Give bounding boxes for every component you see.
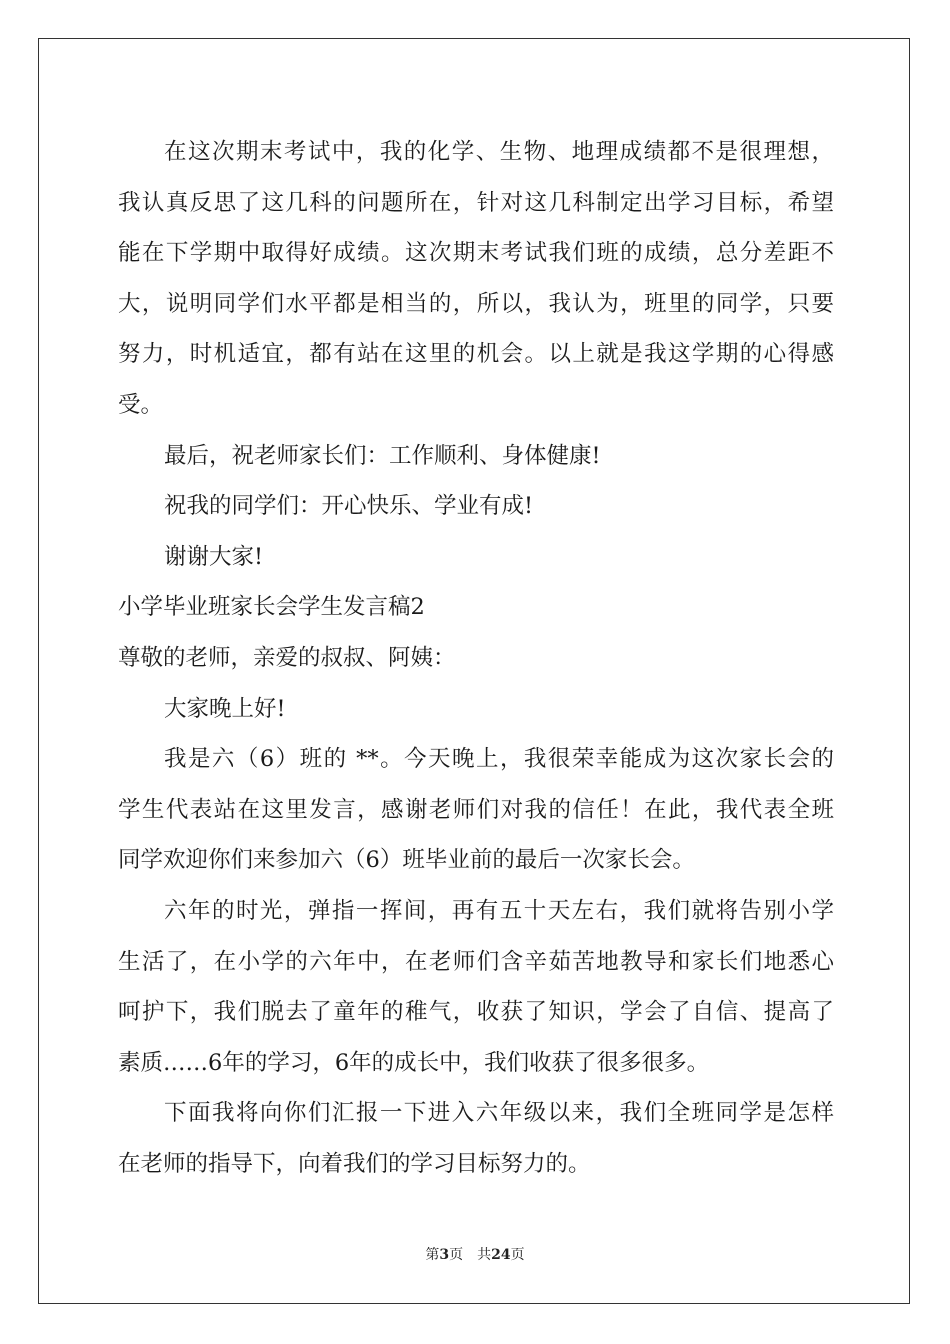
text-line: 素质……6年的学习，6年的成长中，我们收获了很多很多。 [118,1049,710,1076]
text-line: 祝我的同学们：开心快乐、学业有成! [164,493,534,520]
text-line: 学生代表站在这里发言，感谢老师们对我的信任！在此，我代表全班 [118,796,834,823]
page-total-label: 共24页 [477,1247,525,1263]
text-line: 谢谢大家! [164,543,264,570]
text-line: 生活了，在小学的六年中，在老师们含辛茹苦地教导和家长们地悉心 [118,948,834,975]
text-line: 下面我将向你们汇报一下进入六年级以来，我们全班同学是怎样 [164,1100,834,1127]
text-line: 我认真反思了这几科的问题所在，针对这几科制定出学习目标，希望 [118,189,834,216]
text-line: 呵护下，我们脱去了童年的稚气，收获了知识，学会了自信、提高了 [118,999,834,1026]
text-line: 受。 [118,391,164,418]
text-line: 在老师的指导下，向着我们的学习目标努力的。 [118,1150,591,1177]
text-line: 同学欢迎你们来参加六（6）班毕业前的最后一次家长会。 [118,847,695,874]
text-line: 大，说明同学们水平都是相当的，所以，我认为，班里的同学，只要 [118,290,834,317]
salutation: 尊敬的老师，亲爱的叔叔、阿姨： [118,644,456,671]
text-line: 努力，时机适宜，都有站在这里的机会。以上就是我这学期的心得感 [118,341,834,368]
text-line: 能在下学期中取得好成绩。这次期末考试我们班的成绩，总分差距不 [118,240,834,267]
page-number-label: 第3页 [425,1247,464,1263]
text-line: 大家晚上好! [164,695,286,722]
text-line: 六年的时光，弹指一挥间，再有五十天左右，我们就将告别小学 [164,897,834,924]
text-line: 最后，祝老师家长们：工作顺利、身体健康! [164,442,601,469]
section-title: 小学毕业班家长会学生发言稿2 [118,594,425,621]
text-line: 我是六（6）班的 **。今天晚上，我很荣幸能成为这次家长会的 [164,746,834,773]
text-line: 在这次期末考试中，我的化学、生物、地理成绩都不是很理想， [164,139,834,165]
page-footer [0,1244,950,1264]
document-body [118,127,834,1189]
